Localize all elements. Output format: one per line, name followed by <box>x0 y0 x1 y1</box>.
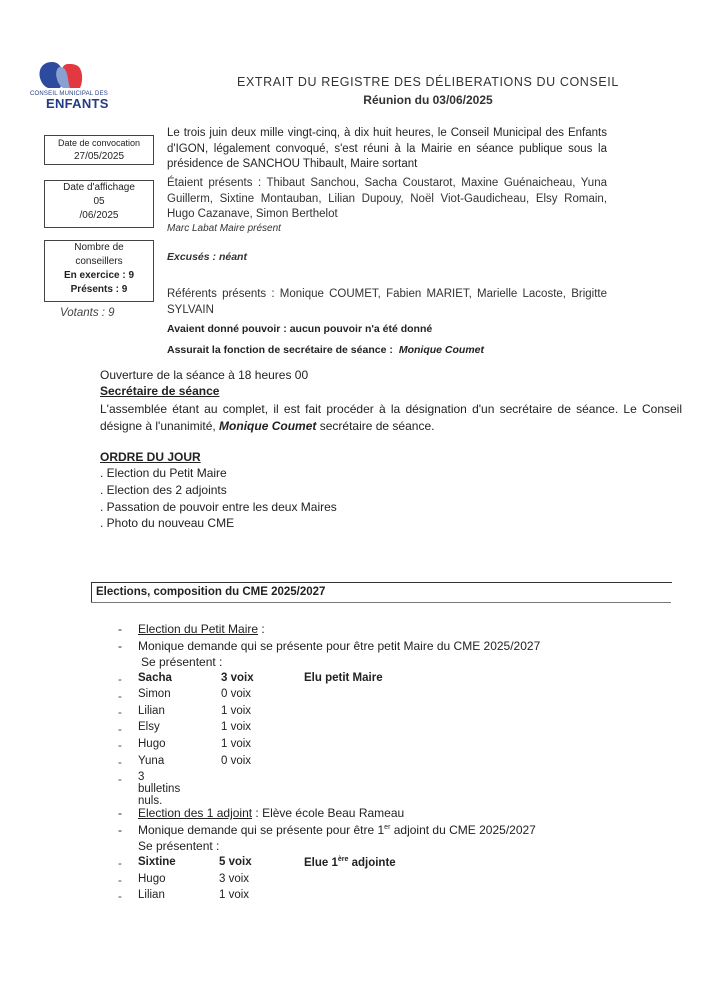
candidate-name: Elsy <box>138 721 160 733</box>
dash: - <box>118 740 122 753</box>
affichage-box <box>44 180 154 228</box>
candidate-dashes-1 <box>118 672 122 788</box>
bulletins-nuls: 3 bulletins nuls. <box>138 771 181 807</box>
candidate-votes: 1 voix <box>221 738 252 750</box>
dash: - <box>118 674 122 686</box>
nombre-label-1: Nombre de <box>74 242 124 253</box>
dash: - <box>118 806 122 820</box>
intro-paragraph: Le trois juin deux mille vingt-cinq, à dix huit heures, le Conseil Municipal des Enfants d'IGON, légalement convoqué, s'est réuni à la Mairie en séance publique sous la présidence de SANCHOU Thibault, Maire sortant <box>167 127 607 170</box>
petit-maire-heading-line <box>118 622 265 636</box>
candidate-name: Lilian <box>138 889 165 901</box>
candidate-votes: 3 voix <box>221 672 254 684</box>
petit-maire-heading-suffix: : <box>258 622 265 636</box>
ordre-item: . Photo du nouveau CME <box>100 516 235 531</box>
dash: - <box>118 773 122 786</box>
adjoint-question-1: Monique demande qui se présente pour être 1 <box>138 823 385 837</box>
adjoint-se-presentent: Se présentent : <box>138 839 220 853</box>
candidate-votes: 5 voix <box>219 856 252 868</box>
adjoint-heading: Election des 1 adjoint <box>138 806 253 820</box>
candidate-name: Lilian <box>138 705 165 717</box>
conseillers-box <box>44 240 154 302</box>
affichage-date: /06/2025 <box>79 210 119 221</box>
meeting-date-title: Réunion du 03/06/2025 <box>363 93 493 107</box>
candidate-result-1: Elue 1 <box>304 856 338 869</box>
adjoint-heading-line <box>118 806 404 820</box>
secretaire-heading: Secrétaire de séance <box>100 384 220 398</box>
candidate-result <box>304 856 396 869</box>
adjoint-question-line <box>118 823 536 837</box>
logo-top-text: CONSEIL MUNICIPAL DES <box>30 91 108 97</box>
dash: - <box>118 707 122 720</box>
dash: - <box>118 622 122 636</box>
pouvoir-line: Avaient donné pouvoir : aucun pouvoir n'a été donné <box>167 323 433 335</box>
candidate-name: Sacha <box>138 672 172 684</box>
dash: - <box>118 639 122 653</box>
candidate-votes: 1 voix <box>219 889 250 901</box>
section-title: Elections, composition du CME 2025/2027 <box>96 586 326 598</box>
referents-paragraph: Référents présents : Monique COUMET, Fabien MARIET, Marielle Lacoste, Brigitte SYLVAIN <box>167 288 607 316</box>
petit-maire-question: Monique demande qui se présente pour être petit Maire du CME 2025/2027 <box>138 639 541 653</box>
candidate-name: Yuna <box>138 755 165 767</box>
document-title: EXTRAIT DU REGISTRE DES DÉLIBERATIONS DU CONSEIL <box>237 75 619 89</box>
ordre-du-jour-list <box>100 465 700 532</box>
affichage-label: Date d'affichage <box>63 182 135 193</box>
candidate-dashes-2 <box>118 856 122 906</box>
presents-count: Présents : 9 <box>70 284 128 295</box>
ouverture-line: Ouverture de la séance à 18 heures 00 <box>100 368 309 382</box>
candidate-name: Hugo <box>138 873 166 885</box>
candidate-name: Simon <box>138 688 171 700</box>
dash: - <box>118 756 122 769</box>
convocation-box <box>44 135 154 165</box>
secretaire-name: Monique Coumet <box>398 344 485 356</box>
secretaire-text-1: L'assemblée étant au complet, il est fait procéder à la désignation d'un secrétaire de séance. Le Conseil désigne à l'unanimité, <box>100 402 682 433</box>
dash: - <box>118 891 122 904</box>
excuses-line: Excusés : néant <box>167 251 247 263</box>
dash: - <box>118 723 122 736</box>
dash: - <box>118 690 122 703</box>
ordre-item: . Election des 2 adjoints <box>100 482 227 497</box>
secretaire-paragraph <box>100 401 682 434</box>
candidate-votes: 1 voix <box>221 721 252 733</box>
ordre-item: . Election du Petit Maire <box>100 466 227 480</box>
candidate-votes: 0 voix <box>221 755 252 767</box>
adjoint-question-2: adjoint du CME 2025/2027 <box>390 823 536 837</box>
candidate-votes: 3 voix <box>219 873 250 885</box>
candidate-votes: 1 voix <box>221 705 252 717</box>
petit-maire-heading: Election du Petit Maire <box>138 622 259 636</box>
section-divider <box>91 602 671 603</box>
candidate-result: Elu petit Maire <box>304 672 383 684</box>
presents-paragraph: Étaient présents : Thibaut Sanchou, Sacha Coustarot, Maxine Guénaicheau, Yuna Guillerm, Sixtine Montauban, Lilian Dupouy, Noël Viot-Gaudicheau, Elsy Romain, Hugo Cazanave, Simon Berthelot <box>167 177 607 220</box>
dash: - <box>118 874 122 887</box>
petit-maire-question-line <box>118 639 540 653</box>
affichage-day: 05 <box>93 196 105 207</box>
secretaire-label: Assurait la fonction de secrétaire de séance : <box>167 344 393 356</box>
convocation-label: Date de convocation <box>57 138 141 148</box>
candidate-result-sup: ère <box>337 856 349 863</box>
ordre-item: . Passation de pouvoir entre les deux Maires <box>100 499 337 514</box>
exercice-count: En exercice : 9 <box>63 270 135 281</box>
secretaire-text-2: secrétaire de séance. <box>319 418 435 433</box>
candidate-votes: 0 voix <box>221 688 252 700</box>
adjoint-heading-suffix: : Elève école Beau Rameau <box>252 806 405 820</box>
ordre-du-jour-heading: ORDRE DU JOUR <box>100 450 201 464</box>
secretaire-line <box>167 344 484 356</box>
candidate-result-2: adjointe <box>348 856 396 869</box>
votants-count: Votants : 9 <box>60 307 115 319</box>
maire-present-note: Marc Labat Maire présent <box>167 223 281 234</box>
convocation-date: 27/05/2025 <box>73 151 125 162</box>
candidate-name: Sixtine <box>138 856 176 868</box>
dash: - <box>118 823 122 837</box>
adjoint-question-sup: er <box>384 824 391 831</box>
petit-maire-se-presentent: Se présentent : <box>141 655 223 669</box>
nombre-label-2: conseillers <box>75 256 123 267</box>
secretaire-text-name: Monique Coumet <box>219 418 317 433</box>
logo-main-text: ENFANTS <box>46 96 109 111</box>
dash: - <box>118 858 122 870</box>
candidate-name: Hugo <box>138 738 166 750</box>
